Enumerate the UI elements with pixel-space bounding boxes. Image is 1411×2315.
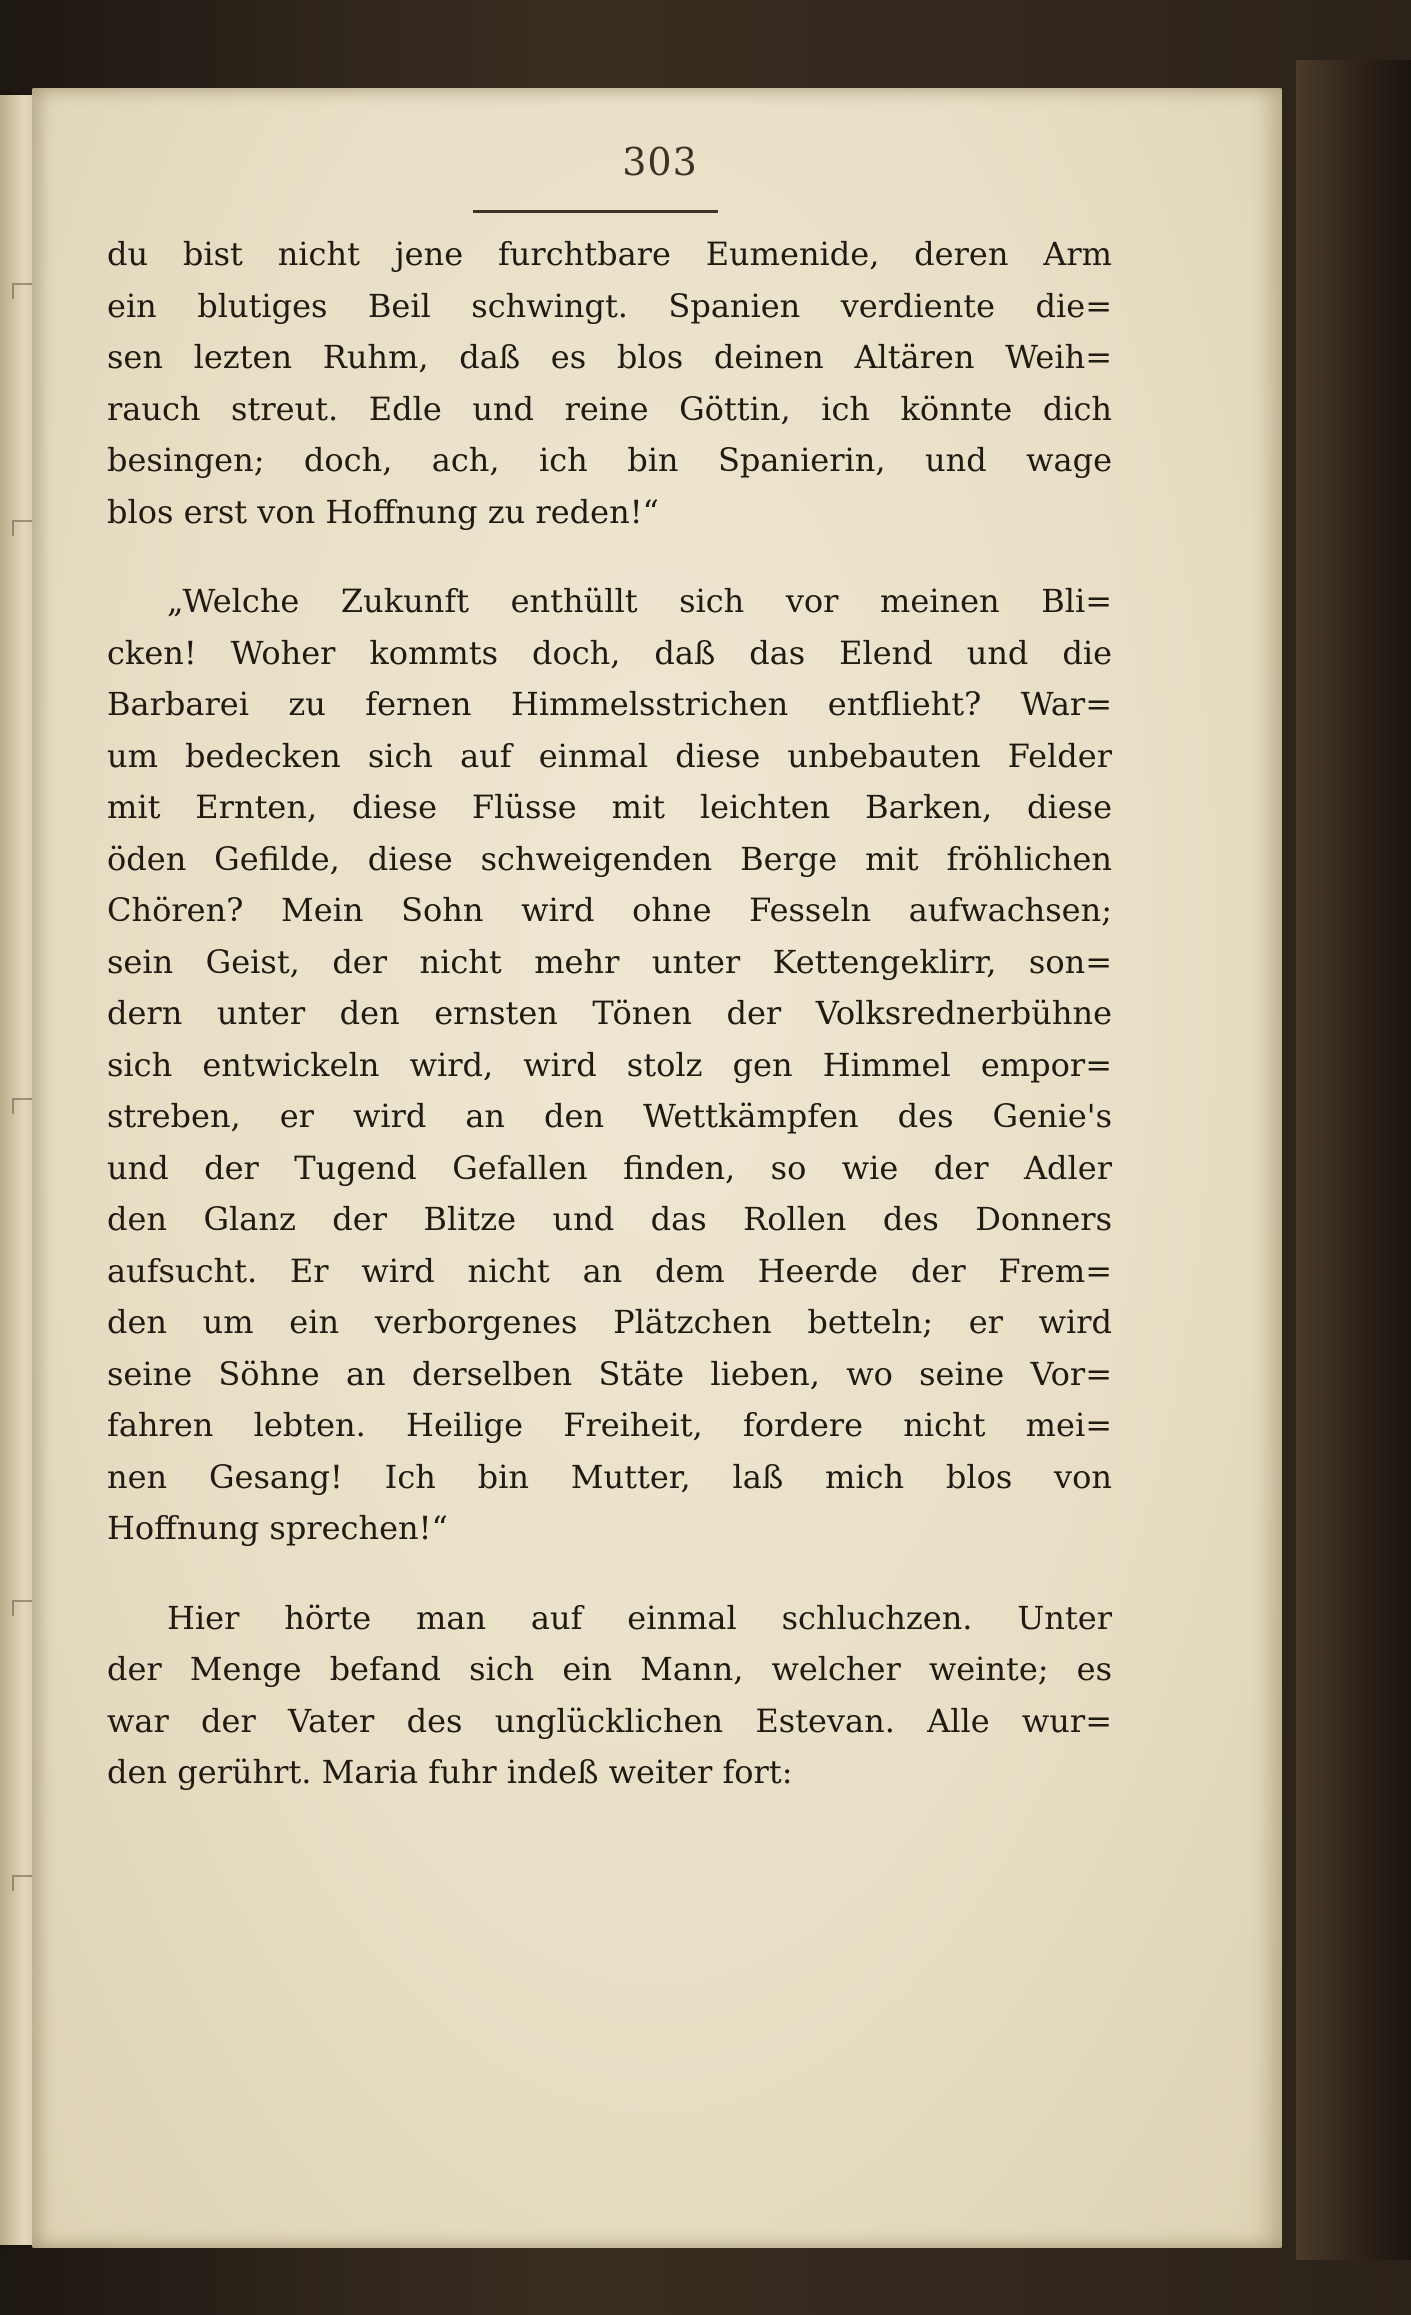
text-line: um bedecken sich auf einmal diese unbebauten Felder (107, 736, 1112, 775)
margin-mark (12, 1600, 34, 1616)
margin-mark (12, 520, 34, 536)
text-line: ein blutiges Beil schwingt. Spanien verdiente die= (107, 286, 1112, 325)
text-line: aufsucht. Er wird nicht an dem Heerde der Frem= (107, 1251, 1112, 1290)
text-line: blos erst von Hoffnung zu reden!“ (107, 492, 659, 531)
text-line: der Menge befand sich ein Mann, welcher weinte; es (107, 1650, 1112, 1688)
text-line: war der Vater des unglücklichen Estevan. Alle wur= (107, 1701, 1112, 1740)
text-line: und der Tugend Gefallen finden, so wie der Adler (107, 1148, 1112, 1187)
text-line: sen lezten Ruhm, daß es blos deinen Altären Weih= (107, 338, 1112, 376)
text-line: cken! Woher kommts doch, daß das Elend und die (107, 633, 1112, 672)
body-text (107, 229, 1112, 1799)
text-line: Barbarei zu fernen Himmelsstrichen entflieht? War= (107, 685, 1112, 723)
margin-mark (12, 283, 34, 299)
margin-mark (12, 1098, 34, 1114)
paragraph-gap (107, 538, 1112, 576)
text-line: Hoffnung sprechen!“ (107, 1509, 448, 1547)
text-line: du bist nicht jene furchtbare Eumenide, deren Arm (107, 235, 1112, 273)
text-line: sich entwickeln wird, wird stolz gen Himmel empor= (107, 1045, 1112, 1084)
text-line: dern unter den ernsten Tönen der Volksrednerbühne (107, 994, 1112, 1032)
text-line: seine Söhne an derselben Stäte lieben, wo seine Vor= (107, 1354, 1112, 1393)
text-line: öden Gefilde, diese schweigenden Berge mit fröhlichen (107, 839, 1112, 878)
text-line: Chören? Mein Sohn wird ohne Fesseln aufwachsen; (107, 891, 1112, 929)
text-line: den gerührt. Maria fuhr indeß weiter fort: (107, 1753, 793, 1791)
text-line: rauch streut. Edle und reine Göttin, ich könnte dich (107, 389, 1112, 428)
header-rule (473, 210, 718, 213)
text-line: den Glanz der Blitze und das Rollen des Donners (107, 1200, 1112, 1238)
text-line: Hier hörte man auf einmal schluchzen. Unter (167, 1598, 1112, 1637)
book-cover-edge (1296, 60, 1411, 2260)
paragraph-gap (107, 1555, 1112, 1593)
text-line: den um ein verborgenes Plätzchen betteln; er wird (107, 1303, 1112, 1341)
page-number: 303 (622, 140, 698, 184)
text-line: sein Geist, der nicht mehr unter Kettengeklirr, son= (107, 942, 1112, 981)
text-line: besingen; doch, ach, ich bin Spanierin, und wage (107, 441, 1112, 479)
text-line: mit Ernten, diese Flüsse mit leichten Barken, diese (107, 788, 1112, 826)
text-line: „Welche Zukunft enthüllt sich vor meinen Bli= (167, 582, 1112, 620)
text-line: streben, er wird an den Wettkämpfen des Genie's (107, 1097, 1112, 1135)
text-line: nen Gesang! Ich bin Mutter, laß mich blos von (107, 1457, 1112, 1496)
margin-mark (12, 1875, 34, 1891)
text-line: fahren lebten. Heilige Freiheit, fordere nicht mei= (107, 1406, 1112, 1444)
